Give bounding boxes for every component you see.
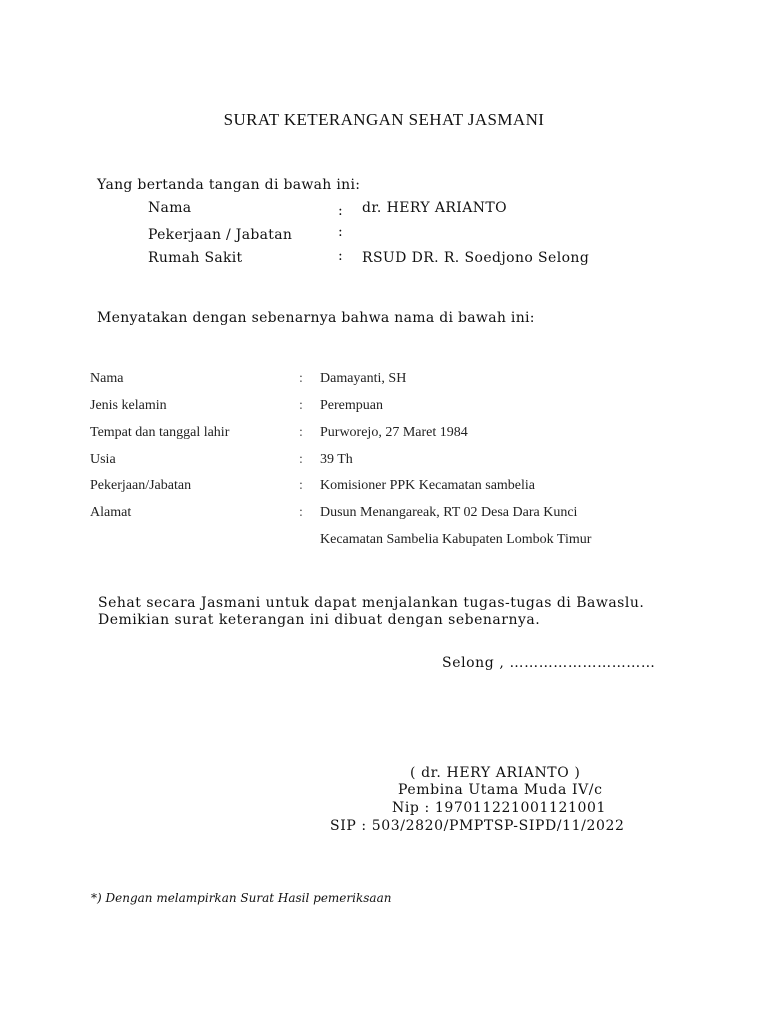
person-address-value: Dusun Menangareak, RT 02 Desa Dara Kunci	[320, 505, 578, 520]
footnote: *) Dengan melampirkan Surat Hasil pemeriksaan	[91, 891, 392, 905]
intro-text: Yang bertanda tangan di bawah ini:	[97, 177, 361, 193]
signer-name-closing: ( dr. HERY ARIANTO )	[410, 765, 581, 781]
signer-hospital-label: Rumah Sakit	[148, 250, 243, 266]
person-job-label: Pekerjaan/Jabatan	[90, 478, 192, 493]
person-address-line2: Kecamatan Sambelia Kabupaten Lombok Timur	[320, 532, 592, 547]
document-title: SURAT KETERANGAN SEHAT JASMANI	[223, 110, 545, 129]
person-age-label: Usia	[90, 452, 116, 467]
signer-job-label: Pekerjaan / Jabatan	[148, 227, 293, 243]
person-age-value: 39 Th	[320, 452, 353, 467]
signer-name-value: dr. HERY ARIANTO	[362, 200, 508, 216]
person-age-colon: :	[299, 452, 303, 467]
person-gender-label: Jenis kelamin	[90, 398, 167, 413]
signer-hospital-colon: :	[338, 248, 343, 264]
conclusion-line-1: Sehat secara Jasmani untuk dapat menjalankan tugas-tugas di Bawaslu.	[98, 595, 645, 611]
signer-name-colon: :	[338, 203, 343, 219]
person-name-label: Nama	[90, 371, 124, 386]
person-job-value: Komisioner PPK Kecamatan sambelia	[320, 478, 536, 493]
person-birth-label: Tempat dan tanggal lahir	[90, 425, 230, 440]
person-gender-colon: :	[299, 398, 303, 413]
person-name-colon: :	[299, 371, 303, 386]
person-birth-value: Purworejo, 27 Maret 1984	[320, 425, 468, 440]
person-birth-colon: :	[299, 425, 303, 440]
person-address-colon: :	[299, 505, 303, 520]
signer-name-label: Nama	[148, 200, 192, 216]
signer-nip: Nip : 197011221001121001	[392, 800, 607, 816]
conclusion-line-2: Demikian surat keterangan ini dibuat dengan sebenarnya.	[98, 612, 541, 628]
person-address-label: Alamat	[90, 505, 132, 520]
signer-hospital-value: RSUD DR. R. Soedjono Selong	[362, 250, 590, 266]
signer-sip: SIP : 503/2820/PMPTSP-SIPD/11/2022	[330, 818, 625, 834]
signer-rank: Pembina Utama Muda IV/c	[398, 782, 603, 798]
person-gender-value: Perempuan	[320, 398, 383, 413]
person-name-value: Damayanti, SH	[320, 371, 407, 386]
statement-text: Menyatakan dengan sebenarnya bahwa nama di bawah ini:	[97, 310, 535, 326]
place-date: Selong , …………………………	[442, 655, 656, 671]
person-job-colon: :	[299, 478, 303, 493]
signer-job-colon: :	[338, 224, 343, 240]
